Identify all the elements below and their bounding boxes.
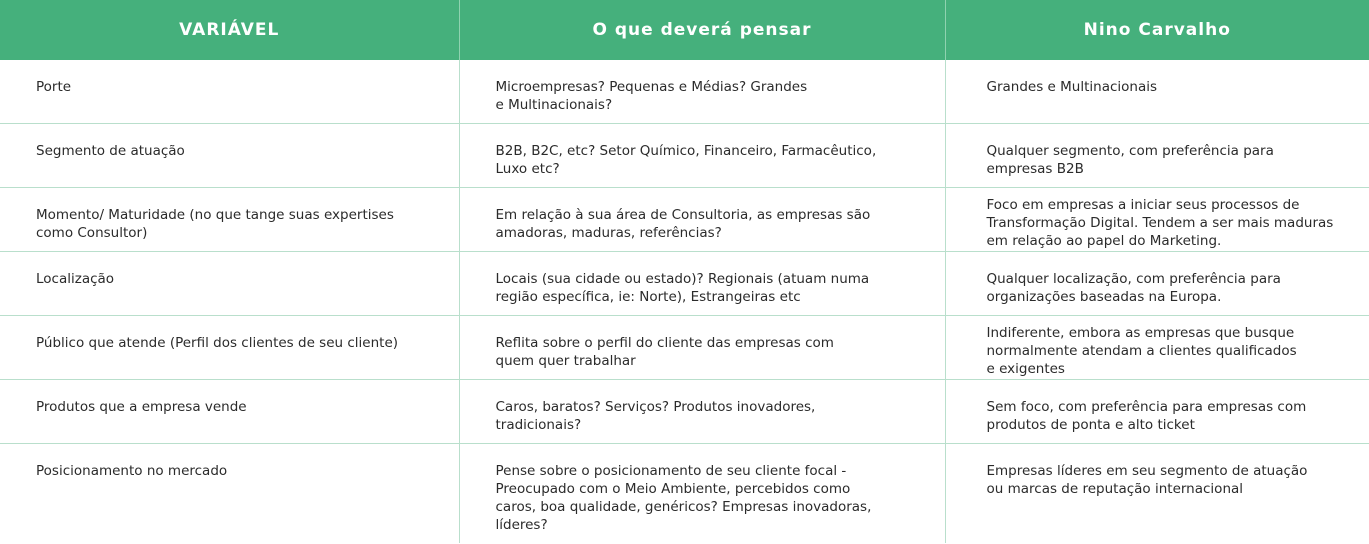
cell-variavel: Momento/ Maturidade (no que tange suas expertises como Consultor) <box>0 187 459 251</box>
table-row <box>0 251 1369 315</box>
cell-pensar: B2B, B2C, etc? Setor Químico, Financeiro, Farmacêutico, Luxo etc? <box>459 123 945 187</box>
cell-pensar: Locais (sua cidade ou estado)? Regionais (atuam numa região específica, ie: Norte), Estrangeiras etc <box>459 251 945 315</box>
header-pensar: O que deverá pensar <box>459 0 945 60</box>
table-row <box>0 60 1369 123</box>
cell-pensar: Pense sobre o posicionamento de seu cliente focal - Preocupado com o Meio Ambiente, percebidos como caros, boa qualidade, genéricos? Empresas inovadoras, líderes? <box>459 443 945 543</box>
cell-variavel: Produtos que a empresa vende <box>0 379 459 443</box>
header-row <box>0 0 1369 60</box>
cell-nino: Qualquer segmento, com preferência para empresas B2B <box>945 123 1369 187</box>
cell-variavel: Localização <box>0 251 459 315</box>
table-row <box>0 187 1369 251</box>
cell-pensar: Caros, baratos? Serviços? Produtos inovadores, tradicionais? <box>459 379 945 443</box>
cell-pensar: Microempresas? Pequenas e Médias? Grandes e Multinacionais? <box>459 60 945 123</box>
table-row <box>0 443 1369 543</box>
cell-nino: Foco em empresas a iniciar seus processos de Transformação Digital. Tendem a ser mais maduras em relação ao papel do Marketing. <box>945 187 1369 251</box>
cell-nino: Sem foco, com preferência para empresas com produtos de ponta e alto ticket <box>945 379 1369 443</box>
table-row <box>0 315 1369 379</box>
cell-pensar: Em relação à sua área de Consultoria, as empresas são amadoras, maduras, referências? <box>459 187 945 251</box>
header-variavel: VARIÁVEL <box>0 0 459 60</box>
cell-pensar: Reflita sobre o perfil do cliente das empresas com quem quer trabalhar <box>459 315 945 379</box>
header-nino: Nino Carvalho <box>945 0 1369 60</box>
table-row <box>0 379 1369 443</box>
cell-variavel: Porte <box>36 79 72 95</box>
cell-nino: Empresas líderes em seu segmento de atuação ou marcas de reputação internacional <box>945 443 1369 543</box>
cell-nino: Qualquer localização, com preferência para organizações baseadas na Europa. <box>945 251 1369 315</box>
cell-nino: Grandes e Multinacionais <box>945 60 1369 123</box>
cell-variavel: Segmento de atuação <box>0 123 459 187</box>
cell-nino: Indiferente, embora as empresas que busque normalmente atendam a clientes qualificados e exigentes <box>945 315 1369 379</box>
table-row <box>0 123 1369 187</box>
cell-variavel: Posicionamento no mercado <box>0 443 459 543</box>
cell-variavel: Público que atende (Perfil dos clientes de seu cliente) <box>0 315 459 379</box>
